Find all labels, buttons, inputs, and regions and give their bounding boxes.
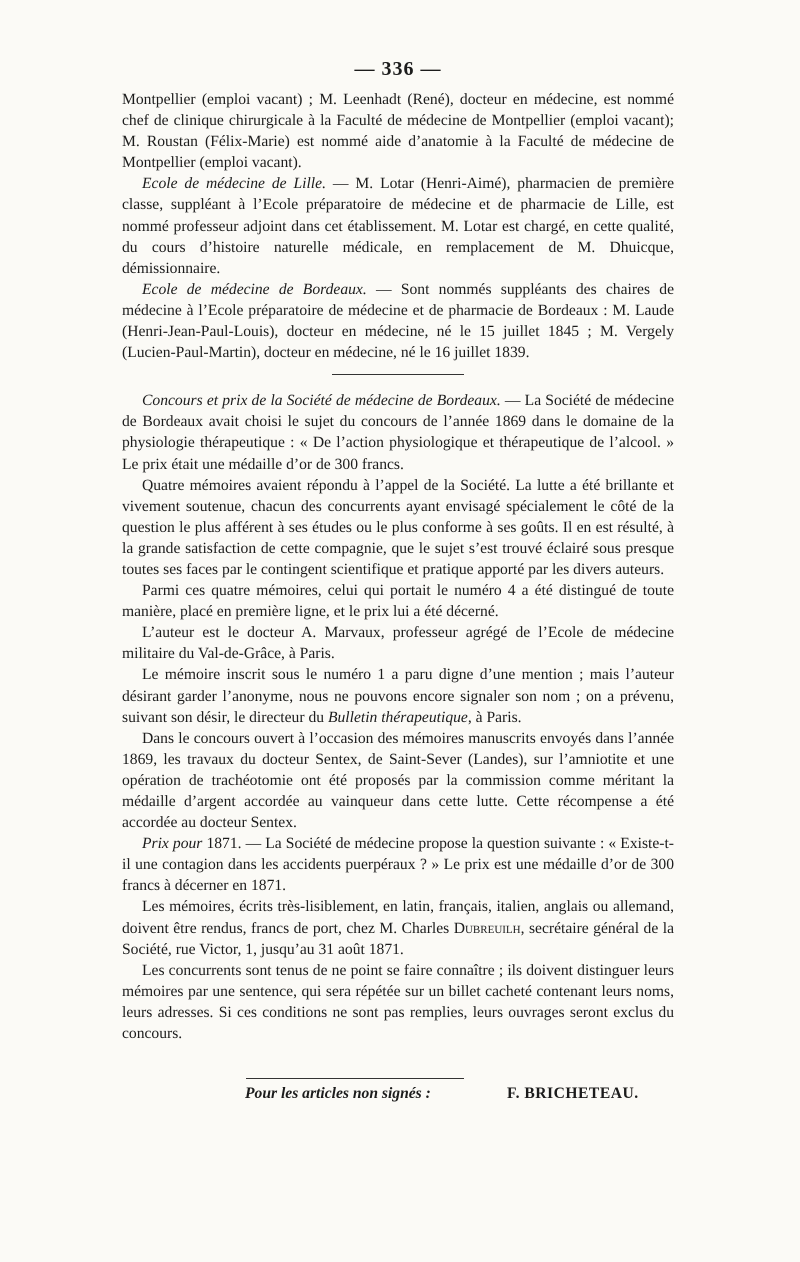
page-number: — 336 — [354, 58, 442, 80]
paragraph-montpellier: Montpellier (emploi vacant) ; M. Leenhadt (René), docteur en médecine, est nommé chef de clinique chirurgicale à la Faculté de médecine de Montpellier (emploi vacant); M. Roustan (Félix-Marie) est nommé aide d’anatomie à la Faculté de médecine de Montpellier (emploi vacant). [122, 91, 674, 172]
signature-caption: Pour les articles non signés : [245, 1085, 431, 1102]
paragraph-concours-manuscrits: Dans le concours ouvert à l’occasion des mémoires manuscrits envoyés dans l’année 1869, les travaux du docteur Sentex, de Saint-Sever (Landes), sur l’amniotite et une opération de trachéotomie ont été proposés par la commission comme méritant la médaille d’argent accordée au vainqueur dans cette lutte. Cette récompense a été accordée au docteur Sentex. [122, 729, 674, 832]
paragraph-memoires-ecrits [122, 896, 674, 959]
section-divider [332, 374, 464, 375]
paragraph-parmi: Parmi ces quatre mémoires, celui qui portait le numéro 4 a été distingué de toute manière, placé en première ligne, et le prix lui a été décerné. [122, 582, 674, 621]
paragraph-concours [122, 390, 674, 474]
paragraph-memoire-end: , à Paris. [467, 708, 522, 726]
paragraph-bordeaux-text: — Sont nommés suppléants des chaires de médecine à l’Ecole préparatoire de médecine et de pharmacie de Bordeaux : M. Laude (Henri-Jean-Paul-Louis), docteur en médecine, né le 15 juillet 1845 ; M. Vergely (Lucien-Paul-Martin), docteur en médecine, né le 16 juillet 1839. [122, 280, 675, 362]
section-heading-bordeaux: Ecole de médecine de Bordeaux. [142, 280, 367, 298]
paragraph-quatre-memoires: Quatre mémoires avaient répondu à l’appel de la Société. La lutte a été brillante et vivement soutenue, chacun des concurrents ayant envisagé spécialement le côté de la question le plus afférent à ses études ou le plus conforme à ses goûts. Il en est résulté, à la grande satisfaction de cette compagnie, que le sujet s’est trouvé éclairé sous presque toutes ses faces par le contingent scientifique et pratique apporté par les divers auteurs. [122, 476, 674, 578]
paragraph-concurrents: Les concurrents sont tenus de ne point se faire connaître ; ils doivent distinguer leurs mémoires par une sentence, qui sera répétée sur un billet cacheté contenant leurs noms, leurs adresses. Si ces conditions ne sont pas remplies, leurs ouvrages seront exclus du concours. [122, 961, 674, 1043]
section-heading-lille: Ecole de médecine de Lille. [142, 175, 326, 193]
signature-author: F. BRICHETEAU. [507, 1085, 639, 1102]
section-heading-concours: Concours et prix de la Société de médecine de Bordeaux. [142, 392, 501, 410]
paragraph-memoire-text: Le mémoire inscrit sous le numéro 1 a paru digne d’une mention ; mais l’auteur désirant garder l’anonyme, nous ne pouvons encore signaler son nom ; on a prévenu, suivant son désir, le directeur du [122, 666, 674, 726]
paragraph-memoire-inscrit [122, 664, 674, 727]
paragraph-concours-text: — La Société de médecine de Bordeaux avait choisi le sujet du concours de l’année 1869 dans le domaine de la physiologie thérapeutique : « De l’action physiologique et thérapeutique de l’alcool. » Le prix était une médaille d’or de 300 francs. [122, 392, 674, 473]
paragraph-lille-text: — M. Lotar (Henri-Aimé), pharmacien de première classe, suppléant à l’Ecole préparatoire de médecine et de pharmacie de Lille, est nommé professeur adjoint dans cet établissement. M. Lotar est chargé, en cette qualité, du cours d’histoire naturelle médicale, en remplacement de M. Dhuicque, démissionnaire. [122, 175, 674, 277]
signature-divider [246, 1078, 464, 1079]
paragraph-memoires-text: Les mémoires, écrits très-lisiblement, en latin, français, italien, anglais ou allemand, doivent être rendus, francs de port, chez M. Charles [122, 898, 674, 937]
secretary-name: Dubreuilh [453, 919, 521, 937]
section-heading-prix: Prix pour [142, 835, 203, 853]
bulletin-title: Bulletin thérapeutique [327, 708, 468, 726]
paragraph-prix-1871 [122, 833, 674, 896]
paragraph-auteur: L’auteur est le docteur A. Marvaux, professeur agrégé de l’Ecole de médecine militaire du Val-de-Grâce, à Paris. [122, 624, 674, 663]
paragraph-lille [122, 173, 674, 278]
paragraph-bordeaux [122, 279, 674, 363]
paragraph-memoires-end: , secrétaire général de la Société, rue Victor, 1, jusqu’au 31 août 1871. [122, 919, 674, 958]
page-body [122, 58, 674, 1044]
signature-line [245, 1085, 675, 1103]
paragraph-prix-text: 1871. — La Société de médecine propose la question suivante : « Existe-t-il une contagion dans les accidents puerpéraux ? » Le prix est une médaille d’or de 300 francs à décerner en 1871. [122, 835, 674, 895]
